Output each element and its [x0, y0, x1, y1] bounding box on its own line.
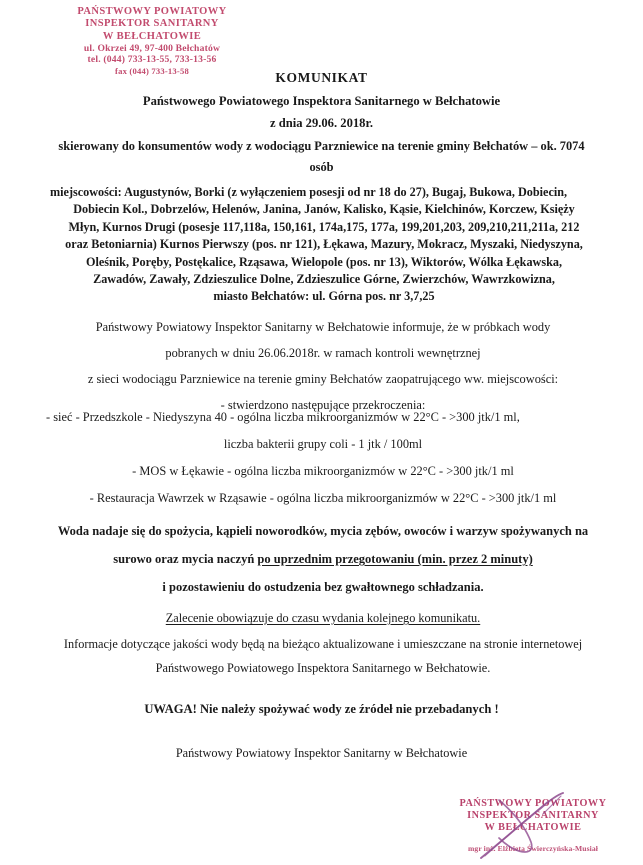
advisory-validity-note [28, 604, 618, 632]
advisory-boiling-instruction: po uprzednim przegotowaniu (min. przez 2 minuty) [257, 552, 533, 566]
header-stamp-address: ul. Okrzei 49, 97-400 Bełchatów [83, 43, 221, 55]
body-line: z sieci wodociągu Parzniewice na terenie gminy Bełchatów zaopatrującego ww. miejscowości: [87, 372, 559, 386]
body-line: pobranych w dniu 26.06.2018r. w ramach kontroli wewnętrznej [165, 346, 481, 360]
header-stamp-line-1: PAŃSTWOWY POWIATOWY [77, 6, 227, 17]
body-line: - stwierdzono następujące przekroczenia: [220, 398, 426, 412]
header-stamp-fax: fax (044) 733-13-58 [115, 65, 189, 76]
issue-date: z dnia 29.06. 2018r. [269, 116, 374, 130]
warning-notice: UWAGA! Nie należy spożywać wody ze źródeł nie przebadanych ! [144, 702, 499, 716]
localities-block [46, 184, 602, 306]
signature-office-stamp [443, 798, 623, 853]
closing-line-1: Informacje dotyczące jakości wody będą na bieżąco aktualizowane i umieszczane na stronie internetowej [63, 637, 583, 651]
addressee-line: skierowany do konsumentów wody z wodociągu Parzniewice na terenie gminy Bełchatów – ok. 7074 [58, 139, 585, 153]
locality-line: miejscowości: Augustynów, Borki (z wyłączeniem posesji od nr 18 do 27), Bugaj, Bukowa, Dobiecin, [50, 185, 568, 199]
closing-info [26, 632, 620, 680]
document-title: KOMUNIKAT [275, 70, 368, 85]
header-office-stamp [52, 6, 252, 76]
header-stamp-phone: tel. (044) 733-13-55, 733-13-56 [87, 54, 217, 66]
advisory-block [28, 517, 618, 632]
advisory-line-1: Woda nadaje się do spożycia, kąpieli noworodków, mycia zębów, owoców i warzyw spożywanych na [57, 524, 589, 538]
signature-stamp-line-2: INSPEKTOR SANITARNY [467, 810, 599, 822]
addressee-line-continued: osób [309, 160, 334, 174]
findings-list [30, 404, 616, 512]
advisory-line-3: i pozostawieniu do ostudzenia bez gwałtownego schładzania. [162, 580, 484, 594]
advisory-line-2 [28, 545, 618, 573]
finding-item: - MOS w Łękawie - ogólna liczba mikroorganizmów w 22°C - >300 jtk/1 ml [132, 464, 514, 478]
header-stamp-line-3: W BEŁCHATOWIE [102, 30, 202, 42]
advisory-validity-note-text: Zalecenie obowiązuje do czasu wydania kolejnego komunikatu. [165, 611, 481, 625]
locality-line: Młyn, Kurnos Drugi (posesje 117,118a, 150,161, 174a,175, 177a, 199,201,203, 209,210,211,211a, 212 [68, 219, 580, 234]
body-paragraph [40, 314, 606, 418]
signature-stamp-line-1: PAŃSTWOWY POWIATOWY [459, 798, 607, 809]
header-stamp-line-2: INSPEKTOR SANITARNY [85, 18, 219, 30]
finding-item-continued: liczba bakterii grupy coli - 1 jtk / 100ml [223, 437, 423, 451]
signature-stamp-line-3: W BEŁCHATOWIE [484, 822, 582, 834]
issuing-authority: Państwowego Powiatowego Inspektora Sanitarnego w Bełchatowie [142, 94, 501, 108]
locality-line: oraz Betoniarnia) Kurnos Pierwszy (pos. nr 121), Łękawa, Mazury, Mokracz, Myszaki, Niedyszyna, [65, 237, 583, 252]
closing-line-2: Państwowego Powiatowego Inspektora Sanitarnego w Bełchatowie. [155, 661, 491, 675]
signoff-authority: Państwowy Powiatowy Inspektor Sanitarny w Bełchatowie [175, 746, 468, 760]
locality-line: Zawadów, Zawały, Zdzieszulice Dolne, Zdzieszulice Górne, Zwierzchów, Wawrzkowizna, [93, 272, 555, 287]
locality-line: Oleśnik, Poręby, Postękalice, Rząsawa, Wielopole (pos. nr 13), Wiktorów, Wólka Łękawska, [85, 254, 563, 269]
advisory-line-2-text: surowo oraz mycia naczyń [113, 552, 258, 566]
locality-line: Dobiecin Kol., Dobrzelów, Helenów, Janina, Janów, Kalisko, Kąsie, Kielchinów, Korczew, Księży [73, 202, 575, 217]
finding-item: - sieć - Przedszkole - Niedyszyna 40 - ogólna liczba mikroorganizmów w 22°C - >300 jtk/1 ml, [46, 410, 520, 424]
body-line: Państwowy Powiatowy Inspektor Sanitarny w Bełchatowie informuje, że w próbkach wody [95, 320, 551, 334]
signature-stamp-name: mgr inż. Elżbieta Świerczyńska-Musiał [468, 843, 598, 853]
locality-line: miasto Bełchatów: ul. Górna pos. nr 3,7,25 [213, 289, 435, 304]
finding-item: - Restauracja Wawrzek w Rząsawie - ogólna liczba mikroorganizmów w 22°C - >300 jtk/1 ml [89, 491, 557, 505]
